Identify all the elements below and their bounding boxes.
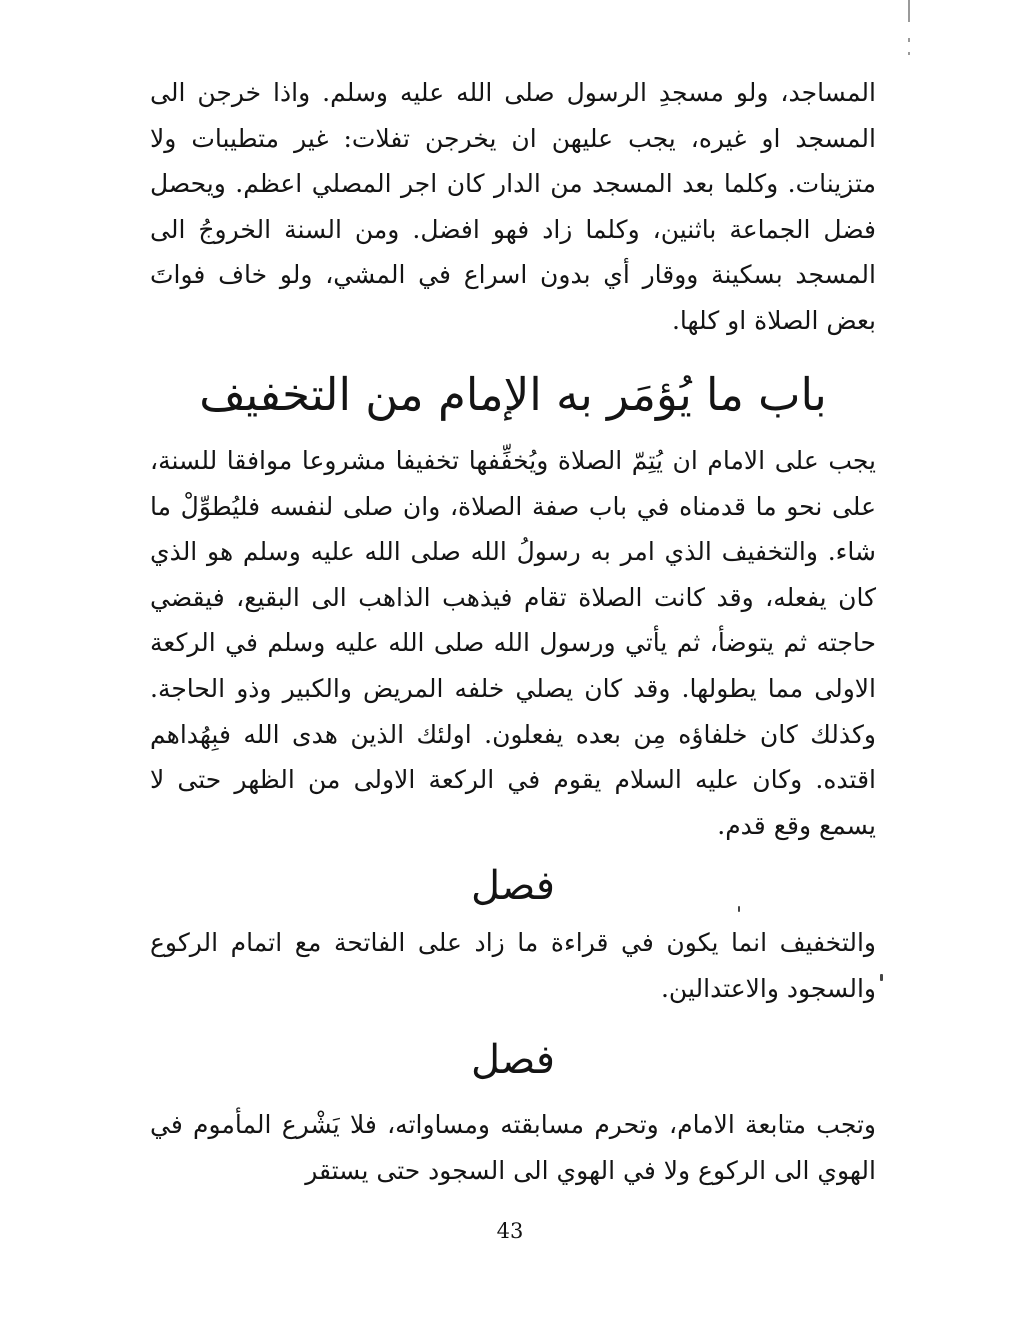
section-heading-1: فصل xyxy=(470,863,556,909)
paragraph-following-imam: وتجب متابعة الامام، وتحرم مسابقته ومساواته، فلا يَشْرع المأموم في الهوي الى الركوع ولا في الهوي الى السجود حتى يستقر xyxy=(150,1110,876,1185)
paragraph-imam-lightening: يجب على الامام ان يُتِمّ الصلاة ويُخفِّفها تخفيفا مشروعا موافقا للسنة، على نحو ما قدمناه في باب صفة الصلاة، وان صلى لنفسه فليُطوِّلْ ما شاء. والتخفيف الذي امر به رسولُ الله صلى الله عليه وسلم هو الذي كان يفعله، وقد كانت الصلاة تقام فيذهب الذاهب الى البقيع، فيقضي حاجته ثم يتوضأ، ثم يأتي ورسول الله صلى الله عليه وسلم في الركعة الاولى مما يطولها. وقد كان يصلي خلفه المريض والكبير وذو الحاجة. وكذلك كان خلفاؤه مِن بعده يفعلون. اولئك الذين هدى الله فبِهُداهم اقتده. وكان عليه السلام يقوم في الركعة الاولى من الظهر حتى لا يسمع وقع قدم. xyxy=(150,446,876,840)
scan-speck xyxy=(738,906,740,912)
paragraph-lightening-note: والتخفيف انما يكون في قراءة ما زاد على الفاتحة مع اتمام الركوع والسجود والاعتدالين. xyxy=(150,928,876,1003)
imam-lightening-paragraph-block xyxy=(150,438,876,848)
paragraph-mosque-attendance: المساجد، ولو مسجدِ الرسول صلى الله عليه وسلم. واذا خرجن الى المسجد او غيره، يجب عليهن ان يخرجن تفلات: غير متطيبات ولا متزينات. وكلما بعد المسجد من الدار كان اجر المصلي اعظم. ويحصل فضل الجماعة باثنين، وكلما زاد فهو افضل. ومن السنة الخروجُ الى المسجد بسكينة ووقار أي بدون اسراع في المشي، ولو خاف فواتَ بعض الصلاة او كلها. xyxy=(150,78,876,335)
opening-paragraph-block xyxy=(150,70,876,344)
scan-edge-mark xyxy=(908,38,910,42)
following-imam-paragraph-block xyxy=(150,1102,876,1193)
page-number: 43 xyxy=(496,1219,524,1243)
section-heading-2: فصل xyxy=(470,1037,556,1083)
scan-speck xyxy=(880,974,883,981)
chapter-heading: باب ما يُؤمَر به الإمام من التخفيف xyxy=(199,368,827,421)
scan-edge-mark xyxy=(908,52,910,55)
scan-edge-mark xyxy=(908,0,910,22)
lightening-note-block xyxy=(150,920,876,1011)
